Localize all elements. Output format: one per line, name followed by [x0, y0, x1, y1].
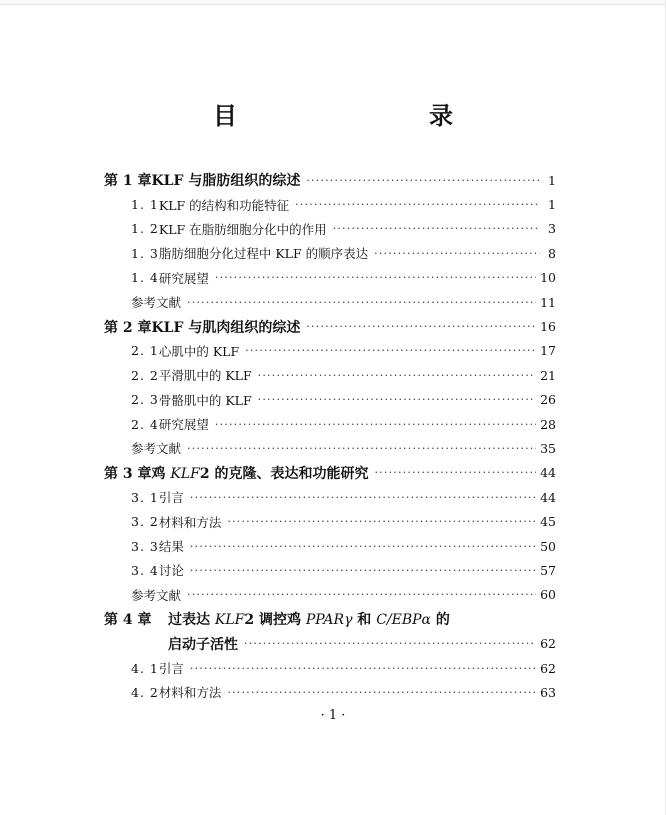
- page-number: 50: [540, 538, 556, 554]
- section-number: 1. 3: [131, 245, 159, 261]
- toc-section-4-2[interactable]: [104, 680, 556, 704]
- section-number: 4. 1: [131, 660, 159, 676]
- toc-section-1-4[interactable]: [104, 266, 556, 290]
- page-number: 45: [540, 514, 556, 530]
- page-number: 62: [540, 660, 556, 676]
- leader-dots: [374, 466, 536, 479]
- chapter-title-post: 2 的克隆、表达和功能研究: [199, 465, 369, 482]
- leader-dots: [333, 222, 540, 235]
- toc-section-2-1[interactable]: [104, 339, 556, 363]
- chapter-number: 第 4 章: [104, 612, 152, 629]
- toc-section-1-3[interactable]: [104, 241, 556, 265]
- leader-dots: [227, 515, 536, 528]
- chapter-title-part: 过表达: [168, 612, 215, 629]
- toc-chapter-4-continued[interactable]: [104, 631, 556, 655]
- section-number: 1. 1: [131, 197, 159, 213]
- toc-chapter-2[interactable]: [104, 314, 556, 338]
- section-title: 材料和方法: [158, 685, 222, 701]
- chapter-title-part: 和: [352, 612, 377, 629]
- section-number: 2. 3: [131, 392, 159, 408]
- toc-chapter-3[interactable]: [104, 461, 556, 485]
- table-of-contents: [104, 168, 556, 705]
- page-number: 26: [540, 392, 556, 408]
- page-number: 63: [540, 684, 556, 700]
- leader-dots: [187, 296, 536, 309]
- leader-dots: [190, 491, 536, 504]
- toc-chapter-4[interactable]: [104, 607, 556, 631]
- page-footer-number: · 1 ·: [320, 708, 346, 723]
- page-top-edge: [0, 0, 666, 5]
- leader-dots: [190, 662, 536, 675]
- page-number: 3: [548, 221, 556, 237]
- gene-name-italic: KLF: [170, 465, 200, 482]
- page-number: 16: [540, 319, 556, 335]
- toc-references-3[interactable]: [104, 583, 556, 607]
- leader-dots: [190, 564, 536, 577]
- section-number: 1. 4: [131, 270, 159, 286]
- page-number: 44: [540, 489, 556, 505]
- page-number: 60: [540, 587, 556, 603]
- leader-dots: [295, 198, 540, 211]
- gene-name-italic: PPARγ: [305, 612, 353, 629]
- toc-chapter-1[interactable]: [104, 168, 556, 192]
- chapter-number: 第 3 章: [104, 465, 152, 482]
- section-title: 引言: [158, 661, 184, 676]
- chapter-number: 第 1 章: [104, 173, 152, 190]
- chapter-title-part: 2 调控鸡: [244, 612, 306, 629]
- section-title: 研究展望: [158, 417, 209, 433]
- chapter-number: 第 2 章: [104, 319, 152, 336]
- page-number: 35: [540, 440, 556, 456]
- section-number: 1. 2: [131, 221, 159, 237]
- leader-dots: [187, 442, 536, 455]
- toc-section-3-3[interactable]: [104, 534, 556, 558]
- page-number: 57: [540, 562, 556, 578]
- leader-dots: [245, 344, 536, 357]
- toc-section-1-2[interactable]: [104, 217, 556, 241]
- references-title: 参考文献: [131, 441, 182, 457]
- section-number: 3. 4: [131, 562, 159, 578]
- toc-section-2-2[interactable]: [104, 363, 556, 387]
- leader-dots: [306, 174, 540, 187]
- page-title: 目 录: [213, 101, 501, 130]
- chapter-title-pre: 鸡: [151, 465, 171, 482]
- leader-dots: [374, 247, 540, 260]
- toc-references-1[interactable]: [104, 290, 556, 314]
- section-title: 心肌中的 KLF: [158, 343, 240, 359]
- toc-section-3-2[interactable]: [104, 509, 556, 533]
- page-number: 44: [540, 465, 556, 481]
- section-number: 4. 2: [131, 684, 159, 700]
- references-title: 参考文献: [131, 587, 182, 603]
- section-number: 2. 4: [131, 416, 159, 432]
- section-title: 研究展望: [158, 270, 209, 286]
- leader-dots: [215, 418, 536, 431]
- page-number: 10: [540, 270, 556, 286]
- page-number: 28: [540, 416, 556, 432]
- section-title: 脂肪细胞分化过程中 KLF 的顺序表达: [158, 246, 369, 262]
- page-number: 11: [540, 294, 556, 310]
- section-number: 3. 2: [131, 514, 159, 530]
- toc-section-3-4[interactable]: [104, 558, 556, 582]
- chapter-title-continued: 启动子活性: [168, 636, 238, 653]
- page-number: 62: [540, 636, 556, 652]
- gene-name-italic: C/EBPα: [376, 612, 431, 629]
- leader-dots: [215, 271, 536, 284]
- page-number: 1: [548, 172, 556, 188]
- chapter-title: [168, 609, 450, 629]
- page-number: 21: [540, 367, 556, 383]
- toc-section-4-1[interactable]: [104, 656, 556, 680]
- references-title: 参考文献: [131, 295, 182, 311]
- leader-dots: [190, 540, 536, 553]
- section-title: 骨骼肌中的 KLF: [158, 392, 252, 408]
- section-number: 3. 1: [131, 489, 159, 505]
- toc-section-2-4[interactable]: [104, 412, 556, 436]
- section-title: KLF 在脂肪细胞分化中的作用: [158, 221, 327, 237]
- section-number: 2. 1: [131, 343, 159, 359]
- toc-section-1-1[interactable]: [104, 192, 556, 216]
- leader-dots: [187, 588, 536, 601]
- section-title: KLF 的结构和功能特征: [158, 197, 290, 213]
- section-title: 结果: [158, 539, 184, 555]
- section-number: 2. 2: [131, 367, 159, 383]
- page-number: 1: [548, 197, 556, 213]
- page-number: 8: [548, 245, 556, 261]
- leader-dots: [258, 393, 536, 406]
- toc-references-2[interactable]: [104, 436, 556, 460]
- leader-dots: [244, 637, 536, 650]
- toc-section-3-1[interactable]: [104, 485, 556, 509]
- gene-name-italic: KLF: [214, 612, 245, 629]
- section-title: 平滑肌中的 KLF: [158, 368, 252, 384]
- toc-section-2-3[interactable]: [104, 388, 556, 412]
- section-title: 讨论: [158, 563, 184, 579]
- chapter-title-part: 的: [431, 612, 450, 629]
- leader-dots: [306, 320, 536, 333]
- page-number: 17: [540, 343, 556, 359]
- section-number: 3. 3: [131, 538, 159, 554]
- section-title: 引言: [158, 490, 184, 506]
- chapter-title: KLF 与脂肪组织的综述: [151, 173, 301, 190]
- leader-dots: [258, 369, 536, 382]
- section-title: 材料和方法: [158, 514, 222, 530]
- chapter-title: [152, 463, 369, 483]
- chapter-title: KLF 与肌肉组织的综述: [151, 319, 301, 336]
- leader-dots: [227, 686, 536, 699]
